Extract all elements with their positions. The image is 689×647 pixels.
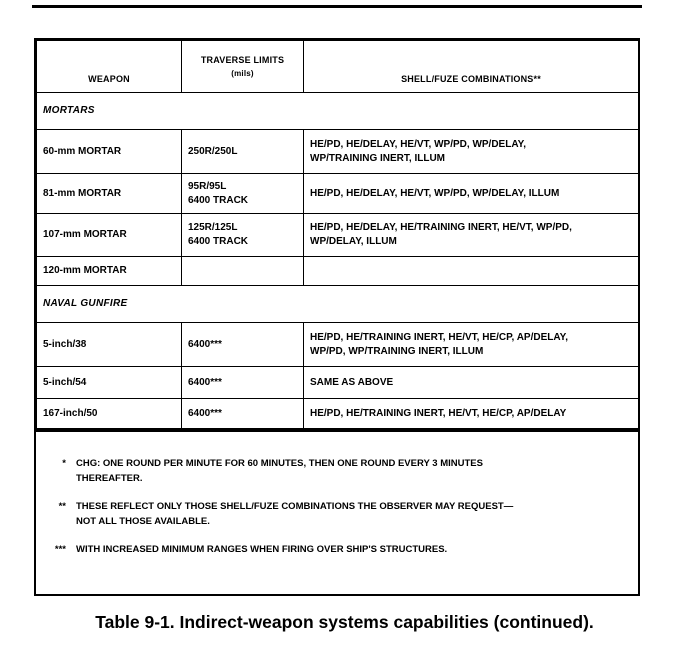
shell-cell xyxy=(304,174,639,214)
shell-line: HE/PD, HE/DELAY, HE/TRAINING INERT, HE/VT, WP/PD, xyxy=(310,222,572,233)
section-row-naval-gunfire xyxy=(37,286,639,323)
shell-line: WP/PD, WP/TRAINING INERT, ILLUM xyxy=(310,345,484,357)
traverse-line: 125R/125L xyxy=(188,222,238,233)
weapon-cell: 5-inch/54 xyxy=(37,367,182,399)
table-row xyxy=(37,214,639,257)
shell-line: WP/DELAY, ILLUM xyxy=(310,236,397,247)
footnote-mark: ** xyxy=(58,501,66,512)
footnote-mark: *** xyxy=(54,544,66,555)
shell-cell xyxy=(304,257,639,286)
footnotes xyxy=(36,429,638,594)
footnote-mark: * xyxy=(62,458,66,469)
traverse-cell xyxy=(182,130,304,174)
shell-line: HE/PD, HE/DELAY, HE/VT, WP/PD, WP/DELAY, ILLUM xyxy=(310,187,560,199)
footnote-text xyxy=(76,542,638,557)
shell-line: HE/PD, HE/DELAY, HE/VT, WP/PD, WP/DELAY, xyxy=(310,138,526,150)
section-title: MORTARS xyxy=(37,93,639,130)
footnote-line: NOT ALL THOSE AVAILABLE. xyxy=(76,516,210,527)
capabilities-table-frame xyxy=(34,38,640,596)
table-row xyxy=(37,323,639,367)
footnote-text xyxy=(76,499,638,529)
table-header-row xyxy=(37,41,639,93)
section-title: NAVAL GUNFIRE xyxy=(37,286,639,323)
shell-cell xyxy=(304,214,639,257)
table-row xyxy=(37,367,639,399)
top-rule xyxy=(32,5,642,8)
footnote-text xyxy=(76,456,638,486)
table-row xyxy=(37,130,639,174)
shell-line: HE/PD, HE/TRAINING INERT, HE/VT, HE/CP, AP/DELAY xyxy=(310,407,567,419)
shell-cell xyxy=(304,130,639,174)
traverse-cell xyxy=(182,257,304,286)
traverse-cell xyxy=(182,367,304,399)
traverse-line: 250R/250L xyxy=(188,145,238,157)
table-caption: Table 9-1. Indirect-weapon systems capabilities (continued). xyxy=(95,612,594,632)
traverse-line: 6400 TRACK xyxy=(188,194,249,206)
footnote-line: THESE REFLECT ONLY THOSE SHELL/FUZE COMBINATIONS THE OBSERVER MAY REQUEST— xyxy=(76,501,514,512)
weapon-cell: 167-inch/50 xyxy=(37,399,182,429)
footnote-line: THEREAFTER. xyxy=(76,473,143,484)
header-shell-fuze: SHELL/FUZE COMBINATIONS** xyxy=(304,41,639,93)
weapon-cell: 120-mm MORTAR xyxy=(37,257,182,286)
table-row xyxy=(37,399,639,429)
shell-cell xyxy=(304,323,639,367)
table-row xyxy=(37,257,639,286)
weapon-cell: 81-mm MORTAR xyxy=(37,174,182,214)
footnote xyxy=(36,499,638,529)
weapon-cell: 60-mm MORTAR xyxy=(37,130,182,174)
shell-cell xyxy=(304,399,639,429)
traverse-line: 95R/95L xyxy=(188,180,227,192)
traverse-cell xyxy=(182,174,304,214)
footnote xyxy=(36,542,638,557)
traverse-line: 6400*** xyxy=(188,376,222,388)
weapon-cell: 107-mm MORTAR xyxy=(37,214,182,257)
header-weapon: WEAPON xyxy=(37,41,182,93)
traverse-cell xyxy=(182,323,304,367)
capabilities-table xyxy=(36,40,639,429)
footnote xyxy=(36,456,638,486)
table-row xyxy=(37,174,639,214)
footnote-line: CHG: ONE ROUND PER MINUTE FOR 60 MINUTES, THEN ONE ROUND EVERY 3 MINUTES xyxy=(76,458,483,469)
traverse-line: 6400 TRACK xyxy=(188,236,249,247)
header-traverse-limits xyxy=(182,41,304,93)
traverse-line: 6400*** xyxy=(188,407,222,419)
weapon-cell: 5-inch/38 xyxy=(37,323,182,367)
footnote-line: WITH INCREASED MINIMUM RANGES WHEN FIRING OVER SHIP'S STRUCTURES. xyxy=(76,544,448,555)
traverse-cell xyxy=(182,214,304,257)
header-traverse-label: TRAVERSE LIMITS xyxy=(200,55,285,65)
shell-cell xyxy=(304,367,639,399)
header-traverse-unit: (mils) xyxy=(231,69,254,78)
shell-line: HE/PD, HE/TRAINING INERT, HE/VT, HE/CP, AP/DELAY, xyxy=(310,331,569,343)
shell-line: SAME AS ABOVE xyxy=(310,376,394,388)
traverse-cell xyxy=(182,399,304,429)
traverse-line: 6400*** xyxy=(188,338,222,350)
shell-line: WP/TRAINING INERT, ILLUM xyxy=(310,152,445,164)
section-row-mortars xyxy=(37,93,639,130)
